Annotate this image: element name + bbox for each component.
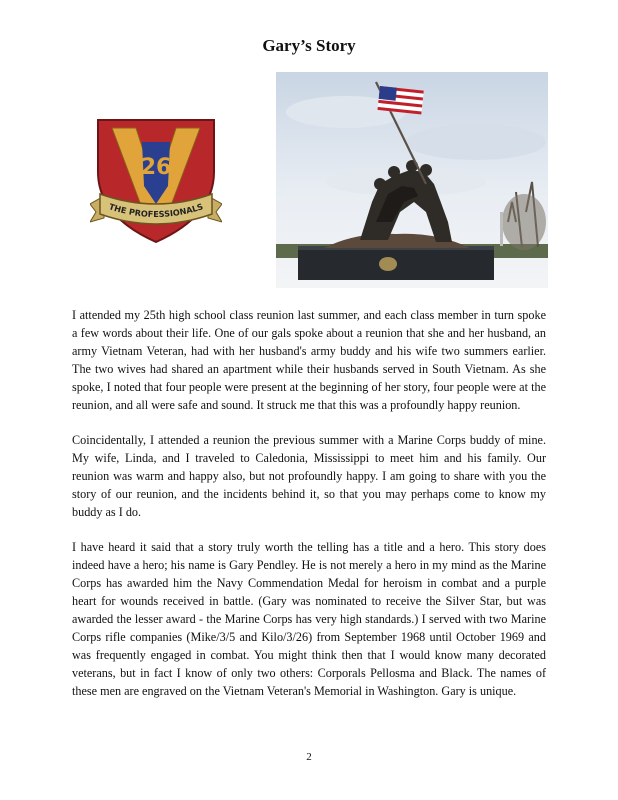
paragraph-1: I attended my 25th high school class reunion last summer, and each class member in turn spoke a few words about their life. One of our gals spoke about a reunion that she and her husband, an army Vietnam Veteran, had with her husband's army buddy and his wife two summers earlier. The two wives had shared an apartment while their husbands served in South Vietnam. As she spoke, I noted that four people were present at the beginning of her story, four people were at the reunion, and all were safe and sound. It struck me that this was a profoundly happy reunion. — [72, 308, 546, 412]
page-number: 2 — [306, 751, 312, 763]
marine-regiment-patch-image — [90, 112, 222, 244]
story-body — [72, 306, 546, 717]
patch-number: 26 — [140, 155, 172, 180]
page-title: Gary’s Story — [262, 36, 356, 55]
patch-banner-text: THE PROFESSIONALS — [107, 201, 205, 220]
war-memorial-photo — [276, 72, 548, 288]
paragraph-2: Coincidentally, I attended a reunion the previous summer with a Marine Corps buddy of mine. My wife, Linda, and I traveled to Caledonia, Mississippi to meet him and his family. Our reunion was warm and happy also, but not profoundly happy. I am going to share with you the story of our reunion, and the incidents behind it, so that you may perhaps come to know my buddy as I do. — [72, 433, 546, 519]
paragraph-3: I have heard it said that a story truly worth the telling has a title and a hero. This story does indeed have a hero; his name is Gary Pendley. He is not merely a hero in my mind as the Marine Corps has awarded him the Navy Commendation Medal for heroism in combat and a purple heart for wounds received in battle. (Gary was nominated to receive the Silver Star, but was awarded the lesser award - the Marine Corps has very high standards.) I served with two Marine Corps rifle companies (Mike/3/5 and Kilo/3/26) from September 1968 until October 1969 and was frequently engaged in combat. You might think then that I would know many decorated veterans, but in fact I know of only two others: Corporals Pellosma and Black. The names of these men are engraved on the Vietnam Veteran's Memorial in Washington. Gary is unique. — [72, 540, 546, 698]
